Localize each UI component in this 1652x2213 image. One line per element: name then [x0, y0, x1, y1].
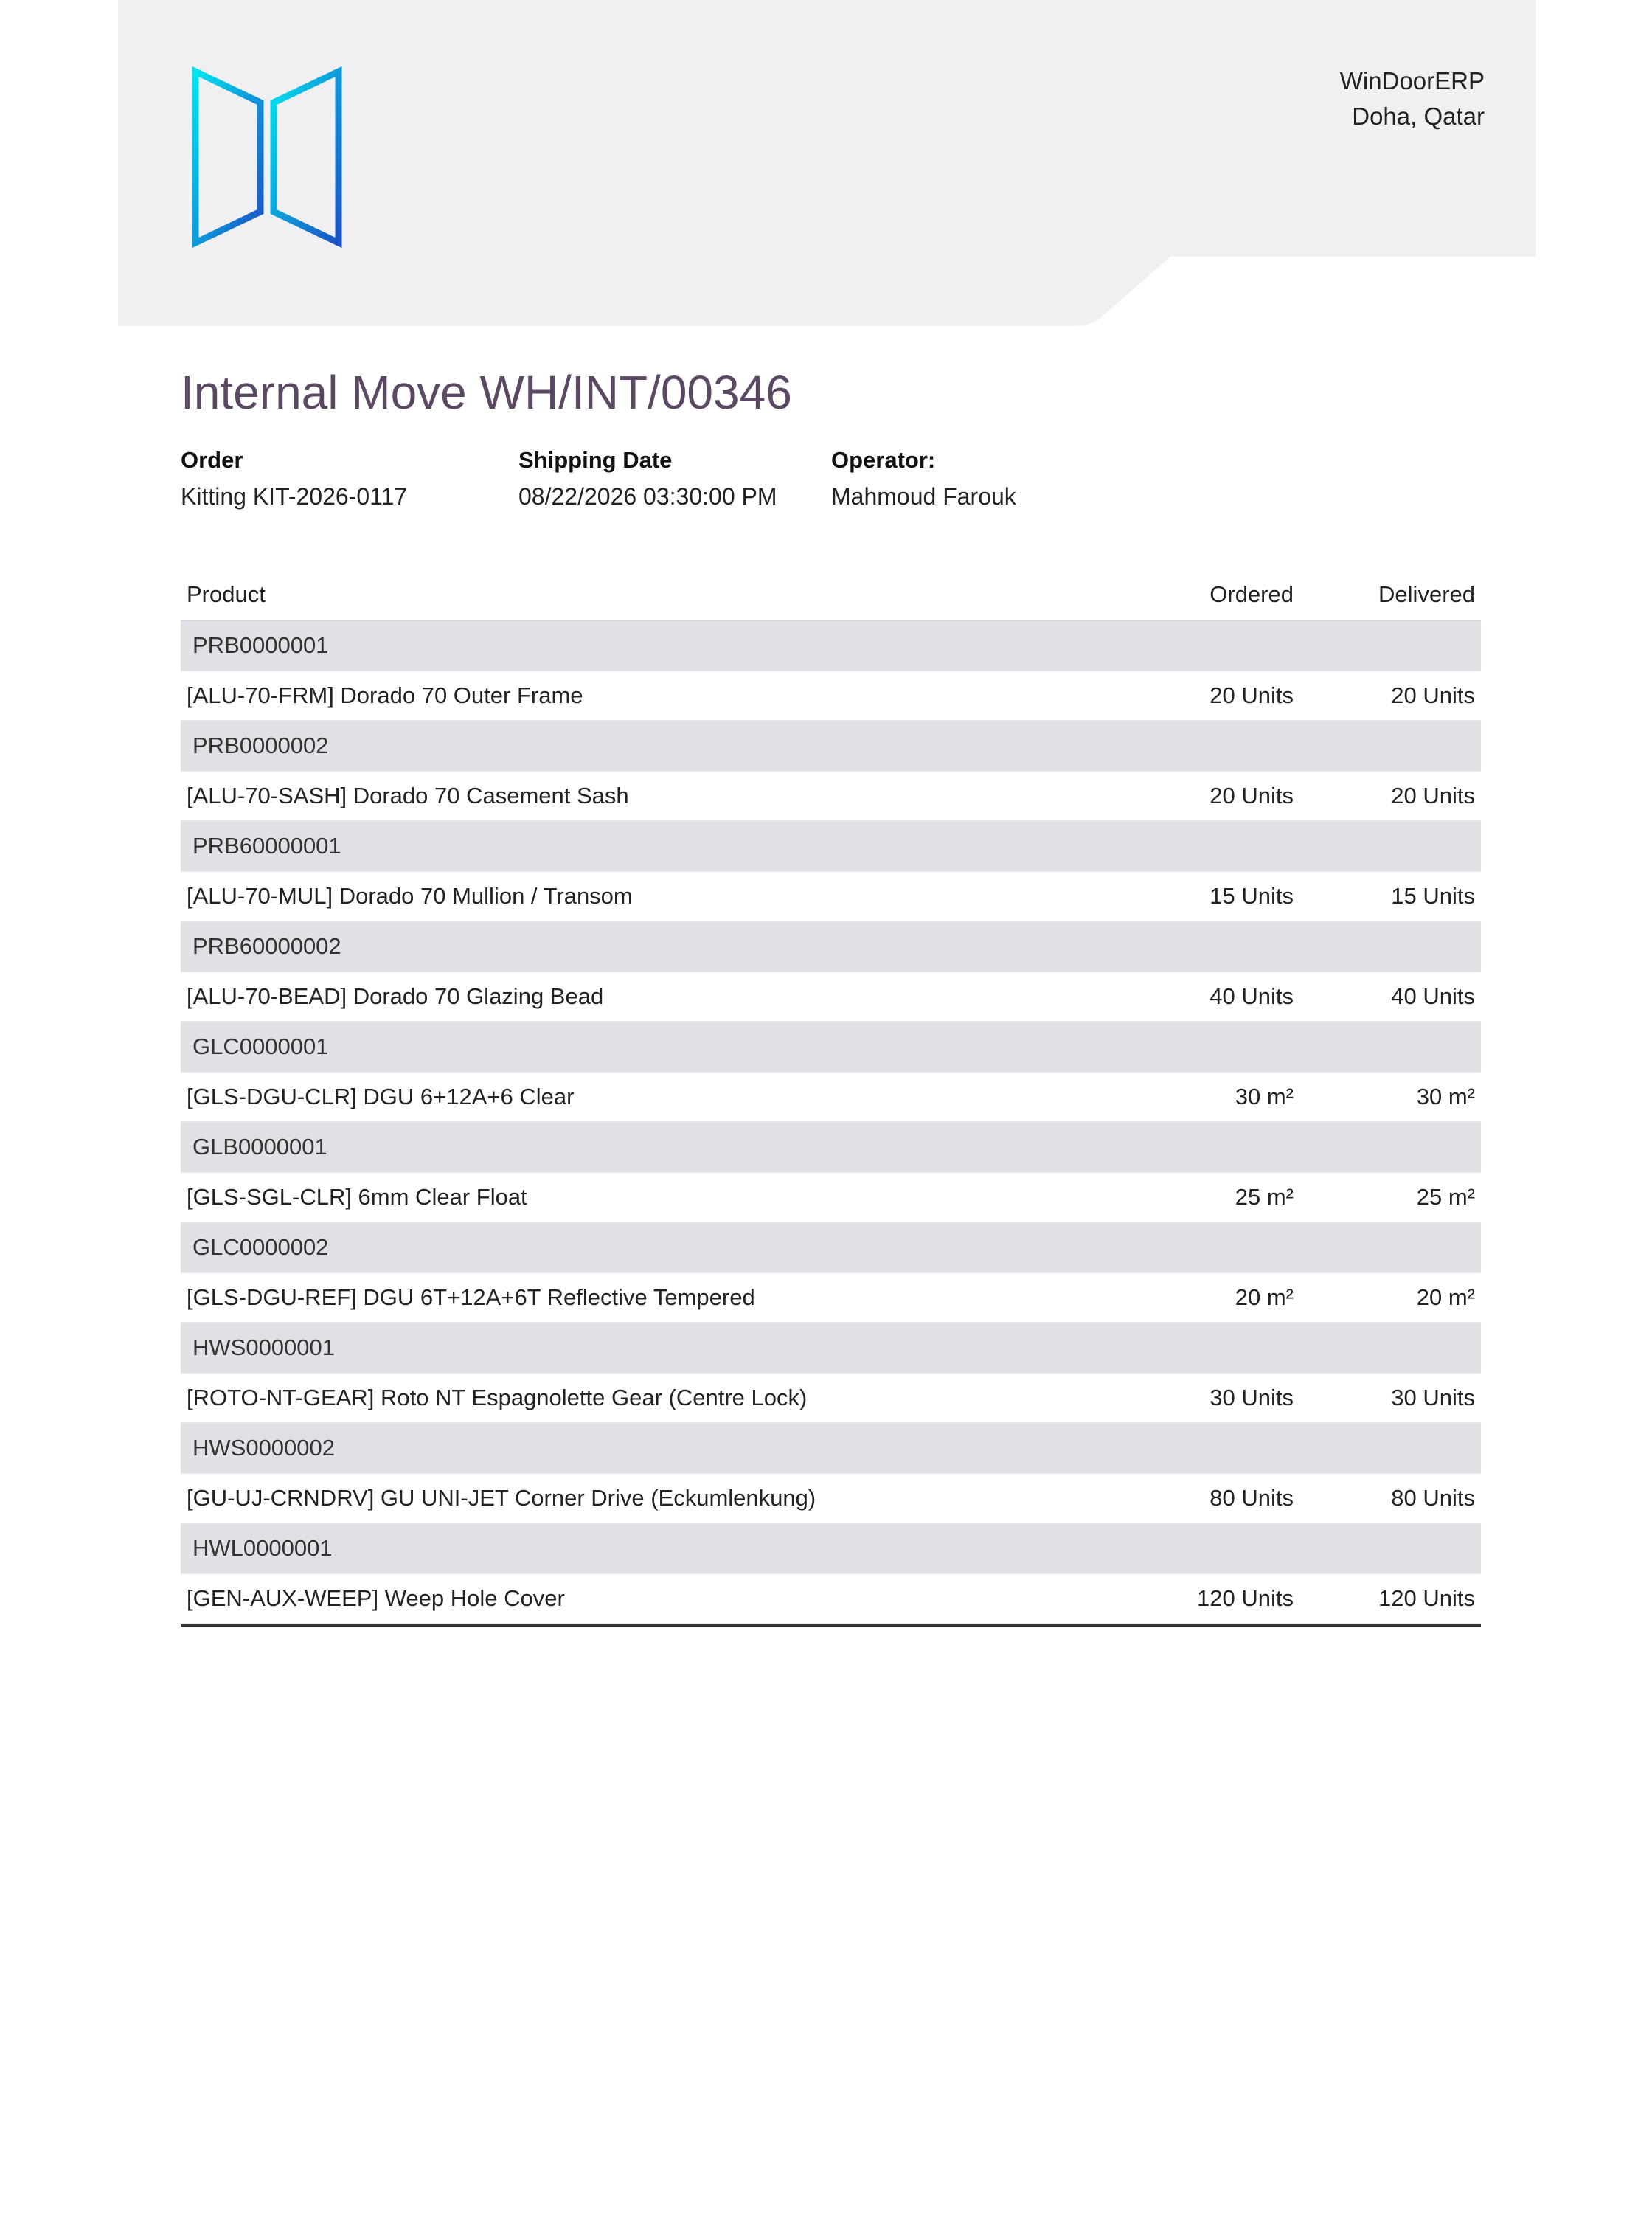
- table-row: [181, 1473, 1481, 1523]
- delivered-cell: 30 m²: [1299, 1072, 1481, 1122]
- package-name: HWL0000001: [181, 1523, 1481, 1573]
- ordered-cell: 25 m²: [1118, 1172, 1299, 1222]
- package-name: HWS0000001: [181, 1323, 1481, 1373]
- shipping-date-value: 08/22/2026 03:30:00 PM: [518, 483, 777, 510]
- order-value: Kitting KIT-2026-0117: [181, 483, 408, 510]
- ordered-cell: 20 m²: [1118, 1272, 1299, 1323]
- package-row: [181, 1022, 1481, 1072]
- table-row: [181, 1373, 1481, 1423]
- order-info: [181, 444, 407, 513]
- delivered-cell: 40 Units: [1299, 972, 1481, 1022]
- product-cell: [GU-UJ-CRNDRV] GU UNI-JET Corner Drive (Eckumlenkung): [181, 1473, 1118, 1523]
- delivered-cell: 20 Units: [1299, 671, 1481, 721]
- package-name: PRB0000002: [181, 721, 1481, 771]
- document-title: Internal Move WH/INT/00346: [181, 366, 792, 419]
- product-cell: [ALU-70-MUL] Dorado 70 Mullion / Transom: [181, 871, 1118, 921]
- package-row: [181, 1222, 1481, 1272]
- table-row: [181, 972, 1481, 1022]
- ordered-cell: 20 Units: [1118, 671, 1299, 721]
- product-column-header: Product: [181, 569, 1118, 620]
- ordered-cell: 30 Units: [1118, 1373, 1299, 1423]
- delivered-cell: 15 Units: [1299, 871, 1481, 921]
- table-row: [181, 1172, 1481, 1222]
- ordered-cell: 40 Units: [1118, 972, 1299, 1022]
- package-name: PRB60000001: [181, 821, 1481, 871]
- delivered-cell: 80 Units: [1299, 1473, 1481, 1523]
- package-row: [181, 620, 1481, 671]
- package-name: HWS0000002: [181, 1423, 1481, 1473]
- package-name: GLC0000001: [181, 1022, 1481, 1072]
- company-address: [1340, 63, 1485, 134]
- order-label: Order: [181, 447, 243, 473]
- package-row: [181, 821, 1481, 871]
- delivered-cell: 120 Units: [1299, 1573, 1481, 1624]
- product-cell: [ALU-70-SASH] Dorado 70 Casement Sash: [181, 771, 1118, 821]
- product-cell: [GLS-DGU-REF] DGU 6T+12A+6T Reflective Tempered: [181, 1272, 1118, 1323]
- delivered-cell: 20 m²: [1299, 1272, 1481, 1323]
- product-cell: [ROTO-NT-GEAR] Roto NT Espagnolette Gear (Centre Lock): [181, 1373, 1118, 1423]
- table-row: [181, 1272, 1481, 1323]
- ordered-cell: 120 Units: [1118, 1573, 1299, 1624]
- window-frame-logo-icon: [190, 66, 344, 248]
- product-cell: [ALU-70-FRM] Dorado 70 Outer Frame: [181, 671, 1118, 721]
- company-name: WinDoorERP: [1339, 67, 1485, 94]
- product-cell: [GEN-AUX-WEEP] Weep Hole Cover: [181, 1573, 1118, 1624]
- product-cell: [GLS-DGU-CLR] DGU 6+12A+6 Clear: [181, 1072, 1118, 1122]
- shipping-date-info: [518, 444, 777, 513]
- table-bottom-rule: [181, 1624, 1481, 1627]
- delivered-cell: 25 m²: [1299, 1172, 1481, 1222]
- move-lines-table: [181, 569, 1481, 1624]
- table-row: [181, 1072, 1481, 1122]
- ordered-cell: 15 Units: [1118, 871, 1299, 921]
- package-name: PRB60000002: [181, 921, 1481, 972]
- product-cell: [ALU-70-BEAD] Dorado 70 Glazing Bead: [181, 972, 1118, 1022]
- table-row: [181, 871, 1481, 921]
- package-row: [181, 1523, 1481, 1573]
- product-cell: [GLS-SGL-CLR] 6mm Clear Float: [181, 1172, 1118, 1222]
- ordered-column-header: Ordered: [1118, 569, 1299, 620]
- delivered-cell: 20 Units: [1299, 771, 1481, 821]
- package-name: PRB0000001: [181, 620, 1481, 671]
- operator-info: [831, 444, 1016, 513]
- ordered-cell: 80 Units: [1118, 1473, 1299, 1523]
- ordered-cell: 20 Units: [1118, 771, 1299, 821]
- company-city: Doha, Qatar: [1352, 103, 1485, 130]
- package-row: [181, 921, 1481, 972]
- package-name: GLC0000002: [181, 1222, 1481, 1272]
- package-row: [181, 1122, 1481, 1172]
- table-row: [181, 771, 1481, 821]
- delivered-column-header: Delivered: [1299, 569, 1481, 620]
- shipping-date-label: Shipping Date: [518, 447, 673, 473]
- operator-label: Operator:: [831, 447, 936, 473]
- ordered-cell: 30 m²: [1118, 1072, 1299, 1122]
- package-row: [181, 1323, 1481, 1373]
- delivered-cell: 30 Units: [1299, 1373, 1481, 1423]
- table-row: [181, 671, 1481, 721]
- table-row: [181, 1573, 1481, 1624]
- package-name: GLB0000001: [181, 1122, 1481, 1172]
- operator-value: Mahmoud Farouk: [831, 483, 1016, 510]
- package-row: [181, 721, 1481, 771]
- package-row: [181, 1423, 1481, 1473]
- table-header-row: [181, 569, 1481, 620]
